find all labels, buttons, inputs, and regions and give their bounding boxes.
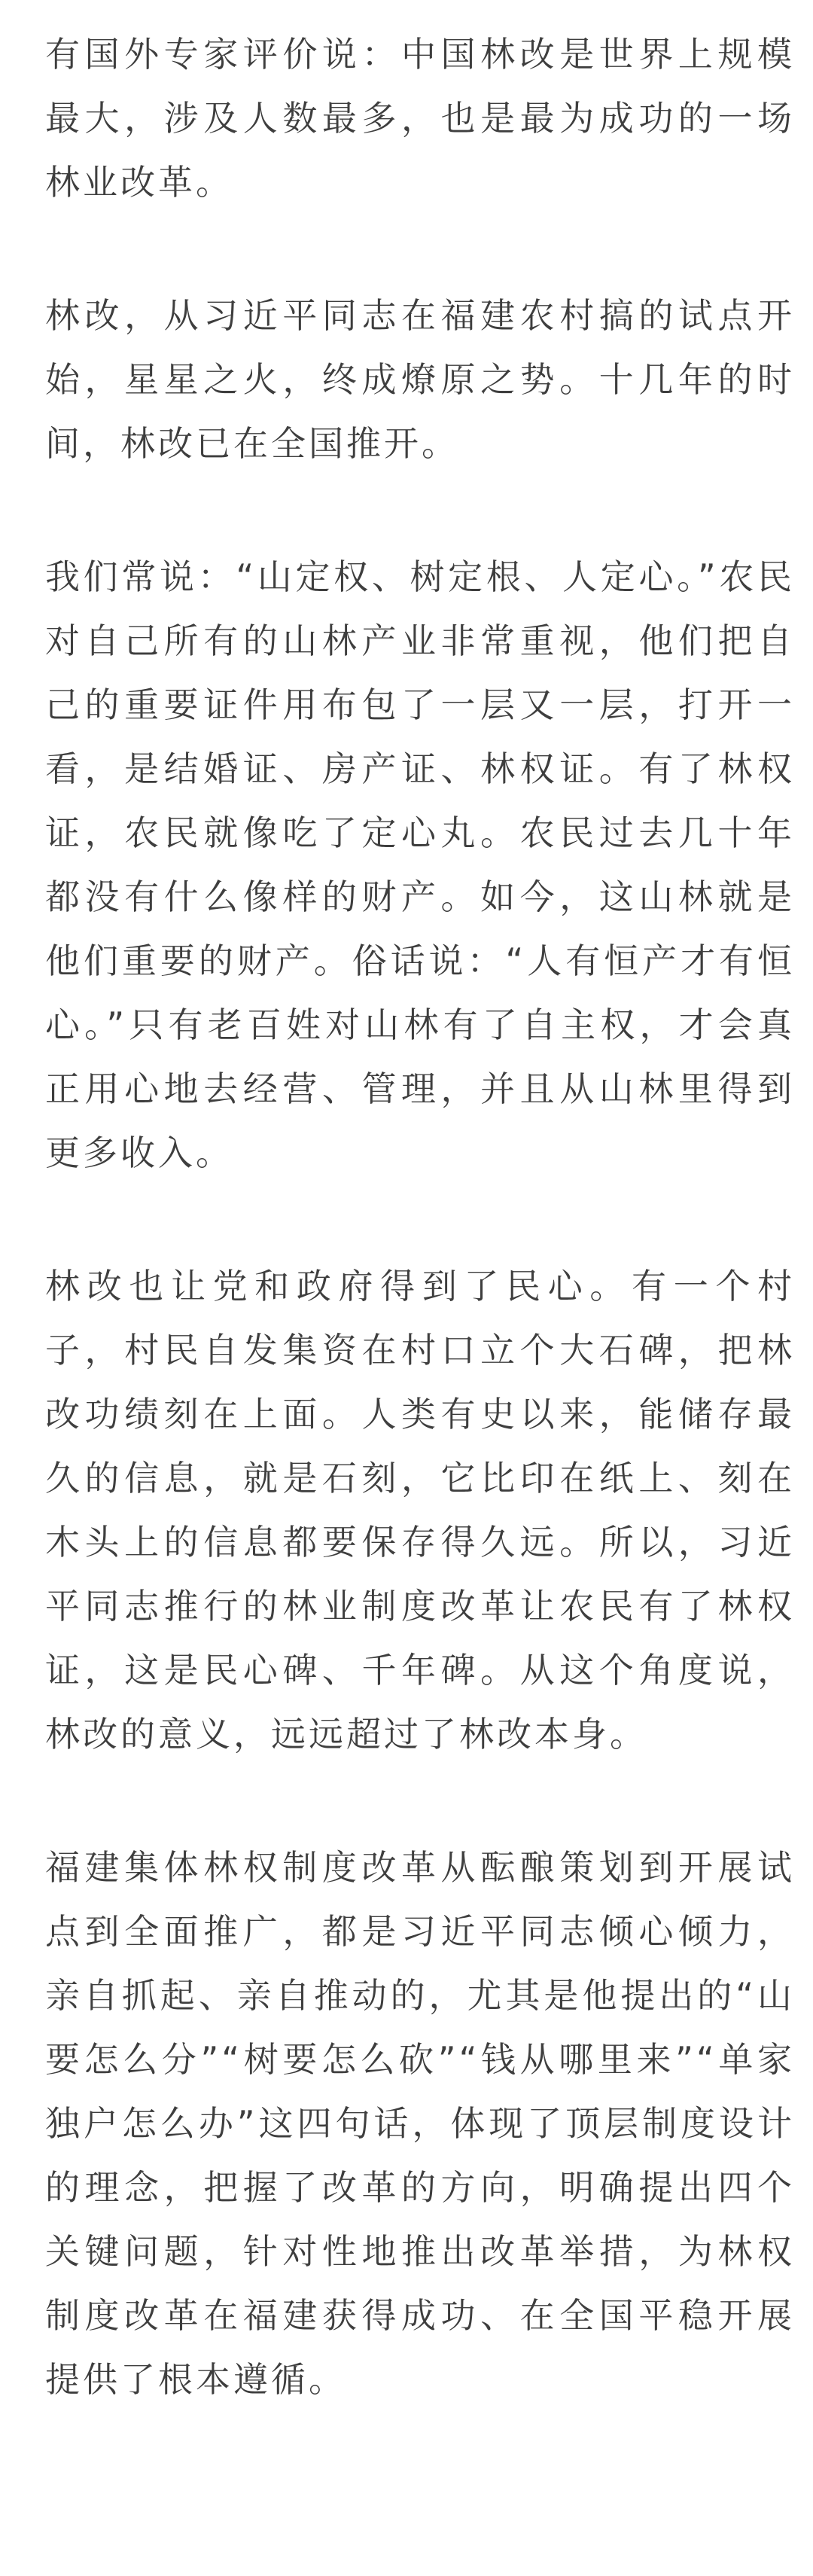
paragraph-4: 林改也让党和政府得到了民心。有一个村子，村民自发集资在村口立个大石碑，把林改功绩刻在上面。人类有史以来，能储存最久的信息，就是石刻，它比印在纸上、刻在木头上的信息都要保存得久远。所以，习近平同志推行的林业制度改革让农民有了林权证，这是民心碑、千年碑。从这个角度说，林改的意义，远远超过了林改本身。 — [45, 1266, 795, 1754]
paragraph-3: 我们常说：“山定权、树定根、人定心。”农民对自己所有的山林产业非常重视，他们把自己的重要证件用布包了一层又一层，打开一看，是结婚证、房产证、林权证。有了林权证，农民就像吃了定心丸。农民过去几十年都没有什么像样的财产。如今，这山林就是他们重要的财产。俗话说：“人有恒产才有恒心。”只有老百姓对山林有了自主权，才会真正用心地去经营、管理，并且从山林里得到更多收入。 — [45, 556, 795, 1173]
paragraph-2: 林改，从习近平同志在福建农村搞的试点开始，星星之火，终成燎原之势。十几年的时间，林改已在全国推开。 — [45, 295, 795, 464]
paragraph-5: 福建集体林权制度改革从酝酿策划到开展试点到全面推广，都是习近平同志倾心倾力，亲自抓起、亲自推动的，尤其是他提出的“山要怎么分”“树要怎么砍”“钱从哪里来”“单家独户怎么办”这四句话，体现了顶层制度设计的理念，把握了改革的方向，明确提出四个关键问题，针对性地推出改革举措，为林权制度改革在福建获得成功、在全国平稳开展提供了根本遵循。 — [45, 1847, 795, 2400]
paragraph-1: 有国外专家评价说：中国林改是世界上规模最大，涉及人数最多，也是最为成功的一场林业改革。 — [45, 34, 795, 203]
